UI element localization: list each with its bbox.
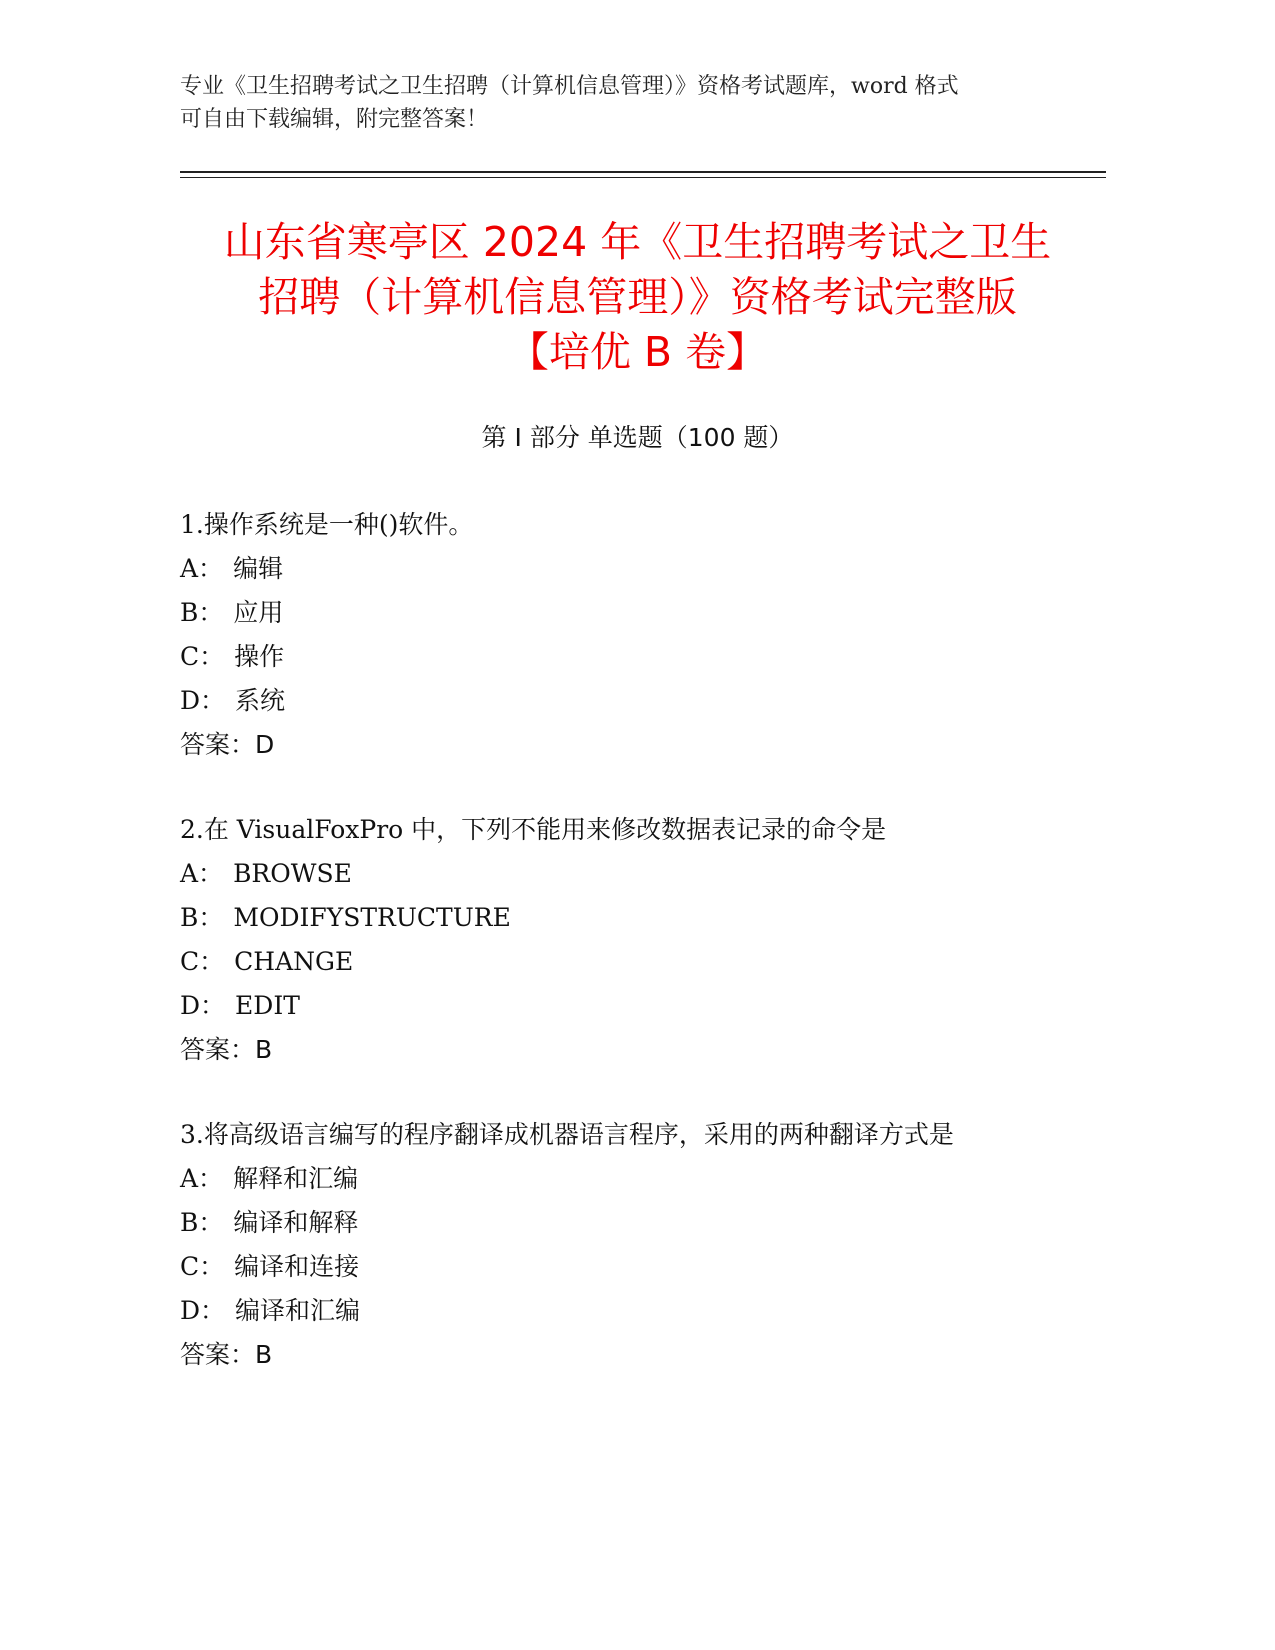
- header-note-line-2: 可自由下载编辑，附完整答案！: [180, 107, 489, 132]
- option-d: [180, 984, 1040, 1028]
- title-line-1: 山东省寒亭区 2024 年《卫生招聘考试之卫生: [223, 218, 1052, 266]
- option-text: BROWSE: [233, 859, 352, 888]
- option-d: [180, 679, 1040, 723]
- header-divider-thin: [180, 177, 1106, 178]
- question-stem: 2.在 VisualFoxPro 中，下列不能用来修改数据表记录的命令是: [180, 815, 887, 844]
- header-note-line-1: 专业《卫生招聘考试之卫生招聘（计算机信息管理）》资格考试题库，word 格式: [180, 74, 959, 99]
- title-line-3: 【培优 B 卷】: [507, 328, 768, 376]
- answer: 答案：D: [180, 730, 275, 759]
- answer: 答案：B: [180, 1340, 273, 1369]
- option-text: 系统: [235, 686, 286, 715]
- option-c: [180, 1245, 1040, 1289]
- option-text: 操作: [234, 642, 285, 671]
- option-letter: B：: [180, 598, 224, 627]
- option-b: [180, 896, 1040, 940]
- option-text: 应用: [233, 598, 284, 627]
- document-title: [150, 215, 1125, 380]
- option-text: CHANGE: [234, 947, 354, 976]
- question-stem: 1.操作系统是一种()软件。: [180, 510, 474, 539]
- option-b: [180, 591, 1040, 635]
- option-text: 编译和解释: [233, 1208, 359, 1237]
- option-text: 编辑: [233, 554, 284, 583]
- option-text: MODIFYSTRUCTURE: [233, 903, 511, 932]
- option-b: [180, 1201, 1040, 1245]
- option-letter: C：: [180, 947, 225, 976]
- option-d: [180, 1289, 1040, 1333]
- option-c: [180, 635, 1040, 679]
- option-letter: A：: [180, 1164, 224, 1193]
- question-stem: 3.将高级语言编写的程序翻译成机器语言程序，采用的两种翻译方式是: [180, 1120, 954, 1149]
- option-text: 解释和汇编: [233, 1164, 359, 1193]
- option-text: EDIT: [235, 991, 300, 1020]
- option-text: 编译和连接: [234, 1252, 360, 1281]
- answer: 答案：B: [180, 1035, 273, 1064]
- question-3: [180, 1113, 1040, 1377]
- option-a: [180, 547, 1040, 591]
- option-letter: D：: [180, 991, 226, 1020]
- section-title: 第 I 部分 单选题（100 题）: [481, 423, 794, 452]
- option-letter: B：: [180, 903, 224, 932]
- option-letter: D：: [180, 686, 226, 715]
- option-letter: B：: [180, 1208, 224, 1237]
- option-c: [180, 940, 1040, 984]
- question-1: [180, 503, 1040, 767]
- option-letter: A：: [180, 859, 224, 888]
- question-2: [180, 808, 1040, 1072]
- option-letter: C：: [180, 642, 225, 671]
- option-text: 编译和汇编: [235, 1296, 361, 1325]
- option-letter: D：: [180, 1296, 226, 1325]
- header-divider-thick: [180, 171, 1106, 173]
- title-line-2: 招聘（计算机信息管理）》资格考试完整版: [258, 273, 1017, 321]
- option-a: [180, 1157, 1040, 1201]
- option-a: [180, 852, 1040, 896]
- option-letter: C：: [180, 1252, 225, 1281]
- header-note: [180, 70, 1040, 136]
- option-letter: A：: [180, 554, 224, 583]
